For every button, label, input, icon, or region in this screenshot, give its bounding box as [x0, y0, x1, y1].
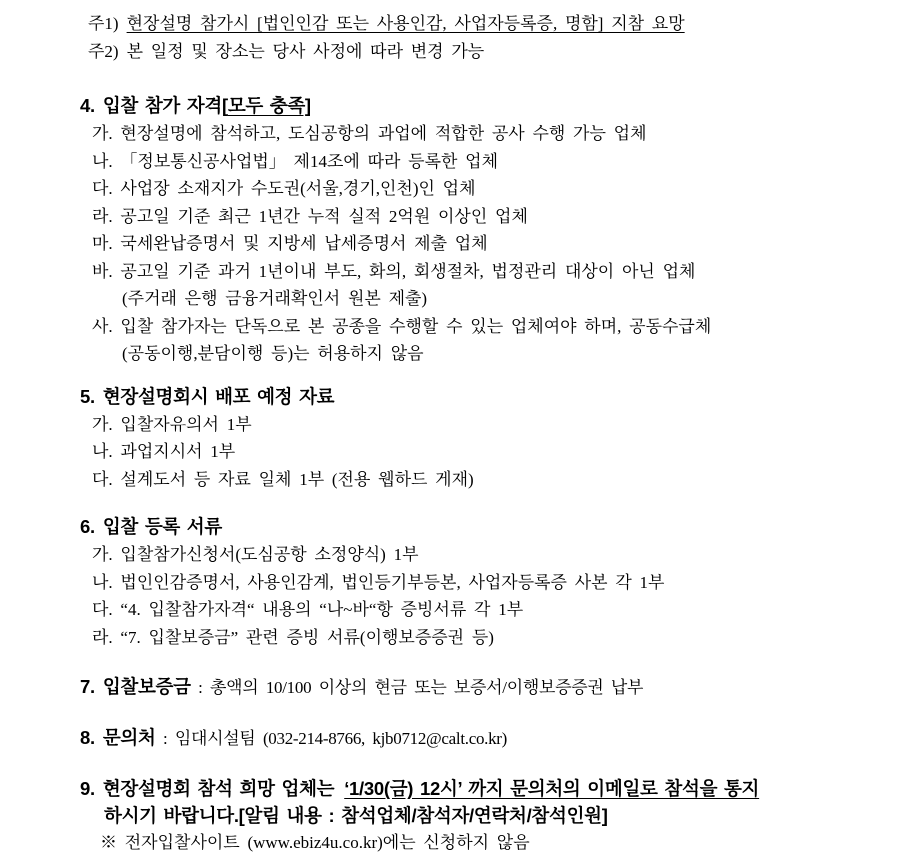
section-9-line-2: 하시기 바랍니다.[알림 내용 : 참석업체/참석자/연락처/참석인원]	[104, 805, 608, 826]
list-item: 나. 법인인감증명서, 사용인감계, 법인등기부등본, 사업자등록증 사본 각 1부	[92, 572, 665, 592]
section-4-title: 입찰 참가 자격[	[102, 95, 228, 116]
section-9-number: 9.	[80, 778, 95, 799]
note-1-label: 주1)	[88, 14, 119, 33]
section-9-footnote: ※ 전자입찰사이트 (www.ebiz4u.co.kr)에는 신청하지 않음	[100, 833, 530, 852]
section-handout-materials	[0, 383, 900, 494]
section-bid-qualification	[0, 92, 900, 368]
list-item-continuation: (주거래 은행 금융거래확인서 원본 제출)	[122, 289, 428, 308]
list-item: 다. “4. 입찰참가자격“ 내용의 “나~바“항 증빙서류 각 1부	[92, 600, 524, 619]
section-8-number: 8.	[80, 727, 95, 748]
section-6-number: 6.	[80, 516, 95, 537]
list-item: 다. 사업장 소재지가 수도권(서울,경기,인천)인 업체	[92, 179, 476, 198]
section-9-text-underlined: ‘1/30(금) 12시’ 까지 문의처의 이메일로 참석을 통지	[344, 778, 760, 799]
list-item: 나. 과업지시서 1부	[92, 442, 236, 461]
list-item: 가. 입찰자유의서 1부	[92, 414, 252, 434]
section-6-title: 입찰 등록 서류	[102, 516, 222, 537]
list-item: 나. 「정보통신공사업법」 제14조에 따라 등록한 업체	[92, 151, 499, 171]
section-9-line-1	[80, 775, 900, 802]
note-line-1	[88, 10, 900, 38]
section-4-title-underlined: 모두 충족]	[227, 95, 311, 116]
list-item-continuation: (공동이행,분담이행 등)는 허용하지 않음	[122, 344, 424, 363]
section-7-number: 7.	[80, 676, 95, 697]
section-6-header	[80, 513, 900, 541]
list-item: 바. 공고일 기준 과거 1년이내 부도, 화의, 회생절차, 법정관리 대상이 아닌 업체	[92, 261, 696, 281]
section-9-text-plain: 현장설명회 참석 희망 업체는	[102, 778, 335, 799]
list-item: 라. 공고일 기준 최근 1년간 누적 실적 2억원 이상인 업체	[92, 206, 528, 226]
section-attendance-notice	[0, 775, 900, 854]
list-item: 다. 설계도서 등 자료 일체 1부 (전용 웹하드 게재)	[92, 469, 474, 489]
section-bid-deposit	[0, 673, 900, 702]
section-5-number: 5.	[80, 385, 95, 407]
note-2-text: 본 일정 및 장소는 당사 사정에 따라 변경 가능	[126, 42, 485, 61]
section-contact	[0, 724, 900, 753]
note-2-label: 주2)	[88, 42, 119, 61]
list-item: 가. 입찰참가신청서(도심공항 소정양식) 1부	[92, 545, 419, 564]
section-5-title: 현장설명회시 배포 예정 자료	[102, 385, 335, 407]
section-8-line	[80, 724, 900, 753]
list-item: 사. 입찰 참가자는 단독으로 본 공종을 수행할 수 있는 업체여야 하며, 공동수급체	[92, 316, 712, 336]
section-8-label: 문의처	[102, 727, 156, 748]
section-8-text: : 임대시설팀 (032-214-8766, kjb0712@calt.co.kr)	[155, 729, 508, 748]
notes-block	[0, 10, 900, 66]
section-4-number: 4.	[80, 95, 95, 116]
section-4-header	[80, 92, 900, 120]
list-item: 마. 국세완납증명서 및 지방세 납세증명서 제출 업체	[92, 234, 488, 253]
section-7-label: 입찰보증금	[102, 676, 191, 697]
section-5-header	[80, 383, 900, 411]
section-7-text: : 총액의 10/100 이상의 현금 또는 보증서/이행보증증권 납부	[190, 678, 644, 697]
section-7-line	[80, 673, 900, 702]
list-item: 가. 현장설명에 참석하고, 도심공항의 과업에 적합한 공사 수행 가능 업체	[92, 124, 647, 143]
note-1-text: 현장설명 참가시 [법인인감 또는 사용인감, 사업자등록증, 명함] 지참 요망	[126, 14, 685, 33]
note-line-2	[88, 38, 900, 66]
list-item: 라. “7. 입찰보증금” 관련 증빙 서류(이행보증증권 등)	[92, 627, 494, 647]
section-registration-documents	[0, 513, 900, 651]
